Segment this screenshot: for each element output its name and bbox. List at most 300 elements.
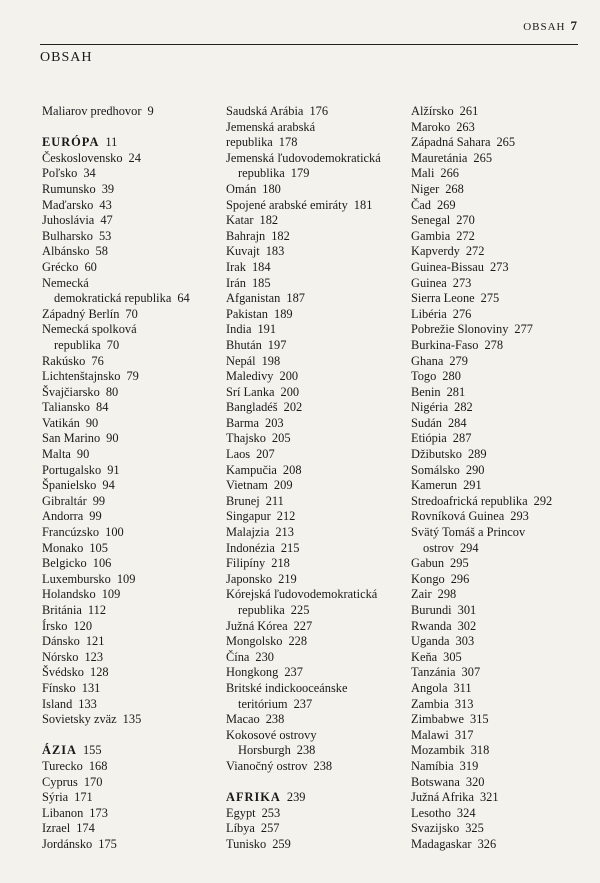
toc-entry-title: Benin — [411, 384, 441, 399]
toc-entry-page: 265 — [496, 135, 516, 150]
toc-entry-page: 175 — [98, 836, 117, 851]
toc-entry-page: 184 — [251, 259, 271, 274]
toc-entry-title: Filipíny — [226, 556, 266, 571]
toc-entry[interactable] — [226, 354, 418, 370]
toc-entry-page: 282 — [454, 400, 473, 415]
toc-entry[interactable] — [411, 525, 591, 556]
toc-entry[interactable] — [411, 416, 591, 432]
toc-entry[interactable] — [411, 697, 591, 713]
toc-entry-title: Vianočný ostrov — [226, 758, 308, 773]
toc-entry-title: Belgicko — [42, 556, 87, 571]
toc-entry-title: Portugalsko — [42, 462, 102, 477]
toc-entry-page: 203 — [265, 415, 284, 430]
toc-entry-title: Čad — [411, 197, 431, 212]
toc-entry-title: Madagaskar — [411, 836, 472, 851]
toc-entry[interactable] — [411, 821, 591, 837]
toc-entry-title: Burkina-Faso — [411, 337, 479, 352]
toc-entry-title: Tanzánia — [411, 665, 456, 680]
toc-entry-page: 225 — [290, 603, 310, 617]
toc-section-heading[interactable] — [42, 135, 222, 151]
toc-entry-title: Grécko — [42, 259, 79, 274]
toc-entry-page: 320 — [465, 774, 485, 789]
toc-column-3 — [411, 104, 591, 853]
toc-entry-page: 170 — [83, 774, 103, 789]
toc-entry[interactable] — [42, 790, 222, 806]
toc-entry-page: 131 — [81, 680, 101, 695]
toc-entry-title: Keňa — [411, 649, 438, 664]
toc-entry-page: 269 — [436, 197, 456, 212]
toc-entry-page: 253 — [261, 805, 281, 820]
toc-entry[interactable] — [226, 759, 418, 775]
toc-entry[interactable] — [42, 478, 222, 494]
toc-entry-page: 60 — [84, 259, 97, 274]
toc-entry[interactable] — [226, 587, 418, 618]
toc-entry-title: Malta — [42, 447, 71, 462]
toc-entry[interactable] — [42, 634, 222, 650]
toc-entry[interactable] — [226, 665, 418, 681]
toc-entry-continuation: republika 225 — [238, 603, 310, 617]
toc-entry-title: Stredoafrická republika — [411, 493, 528, 508]
running-head — [523, 18, 578, 34]
toc-entry[interactable] — [226, 151, 418, 182]
toc-entry-page: 325 — [465, 821, 484, 836]
toc-entry[interactable] — [411, 712, 591, 728]
toc-entry-title: Sudán — [411, 415, 442, 430]
toc-entry-title: Barma — [226, 415, 260, 430]
toc-entry-title: Britské indickooceánske — [226, 680, 348, 695]
toc-entry[interactable] — [42, 104, 222, 120]
toc-entry[interactable] — [411, 650, 591, 666]
toc-entry-title: Gibraltár — [42, 493, 87, 508]
toc-entry-title: Gambia — [411, 228, 451, 243]
toc-entry-title: Niger — [411, 181, 440, 196]
toc-entry-title: EURÓPA — [42, 135, 100, 150]
toc-entry-page: 211 — [265, 493, 284, 508]
toc-entry[interactable] — [42, 665, 222, 681]
toc-entry-page: 135 — [122, 712, 142, 727]
toc-entry-title: Laos — [226, 447, 251, 462]
toc-entry-page: 272 — [465, 244, 485, 259]
toc-entry-title: Afganistan — [226, 291, 281, 306]
toc-entry-page: 185 — [251, 275, 271, 290]
toc-entry[interactable] — [42, 182, 222, 198]
toc-entry[interactable] — [42, 572, 222, 588]
toc-entry-title: Kórejská ľudovodemokratická — [226, 587, 378, 602]
toc-entry[interactable] — [411, 447, 591, 463]
toc-section-heading[interactable] — [226, 790, 418, 806]
toc-entry-title: Západný Berlín — [42, 306, 120, 321]
toc-entry-title: Pobrežie Slonoviny — [411, 322, 509, 337]
toc-entry[interactable] — [411, 790, 591, 806]
toc-entry[interactable] — [411, 509, 591, 525]
toc-entry[interactable] — [411, 759, 591, 775]
toc-entry-page: 155 — [82, 743, 102, 758]
toc-entry-title: Kamerun — [411, 478, 458, 493]
toc-entry-title: Andorra — [42, 509, 84, 524]
toc-entry[interactable] — [411, 743, 591, 759]
toc-entry[interactable] — [411, 260, 591, 276]
toc-entry-page: 239 — [286, 790, 306, 805]
toc-entry-title: Izrael — [42, 821, 71, 836]
toc-entry[interactable] — [226, 509, 418, 525]
toc-entry[interactable] — [226, 712, 418, 728]
toc-entry[interactable] — [42, 354, 222, 370]
toc-entry-page: 227 — [293, 618, 313, 633]
toc-entry[interactable] — [42, 385, 222, 401]
toc-entry[interactable] — [411, 478, 591, 494]
toc-entry[interactable] — [226, 307, 418, 323]
toc-entry[interactable] — [226, 806, 418, 822]
toc-entry-page: 198 — [261, 353, 281, 368]
toc-entry[interactable] — [226, 681, 418, 712]
toc-entry-title: Zimbabwe — [411, 712, 464, 727]
toc-entry-page: 281 — [446, 384, 466, 399]
toc-entry-title: Lesotho — [411, 805, 451, 820]
toc-entry-title: Somálsko — [411, 462, 460, 477]
toc-entry-title: Poľsko — [42, 166, 78, 181]
toc-entry-page: 277 — [514, 322, 533, 337]
toc-entry-title: Mongolsko — [226, 634, 283, 649]
toc-entry-page: 284 — [447, 415, 467, 430]
toc-entry[interactable] — [411, 276, 591, 292]
toc-entry[interactable] — [411, 775, 591, 791]
toc-entry-page: 209 — [273, 478, 293, 493]
toc-entry[interactable] — [226, 276, 418, 292]
toc-entry-page: 173 — [89, 805, 108, 820]
toc-entry[interactable] — [411, 572, 591, 588]
toc-entry[interactable] — [42, 369, 222, 385]
toc-entry[interactable] — [226, 229, 418, 245]
toc-entry-title: Omán — [226, 181, 257, 196]
toc-entry-page: 326 — [477, 836, 497, 851]
toc-entry[interactable] — [226, 634, 418, 650]
toc-entry[interactable] — [42, 587, 222, 603]
toc-entry-title: Libéria — [411, 306, 447, 321]
toc-entry[interactable] — [42, 821, 222, 837]
toc-entry[interactable] — [42, 322, 222, 353]
toc-entry[interactable] — [411, 634, 591, 650]
toc-entry-title: Vatikán — [42, 415, 80, 430]
toc-entry[interactable] — [411, 728, 591, 744]
toc-entry-page: 215 — [280, 540, 300, 555]
toc-entry[interactable] — [42, 806, 222, 822]
toc-entry-title: Vietnam — [226, 478, 268, 493]
toc-entry-title: Burundi — [411, 603, 452, 617]
toc-entry-title: Zambia — [411, 696, 449, 711]
toc-entry-title: Kongo — [411, 571, 445, 586]
page-number: 7 — [570, 18, 578, 33]
toc-entry[interactable] — [226, 135, 418, 151]
toc-entry-title: Hongkong — [226, 665, 279, 680]
toc-entry-title: Francúzsko — [42, 525, 100, 540]
toc-entry[interactable] — [42, 166, 222, 182]
toc-entry[interactable] — [411, 369, 591, 385]
toc-entry-page: 187 — [286, 291, 305, 306]
toc-entry[interactable] — [226, 213, 418, 229]
toc-entry-title: Sýria — [42, 790, 69, 805]
toc-entry-page: 292 — [533, 493, 553, 508]
toc-entry[interactable] — [226, 244, 418, 260]
toc-entry[interactable] — [411, 806, 591, 822]
toc-entry-page: 289 — [467, 447, 487, 462]
toc-entry-title: Svazijsko — [411, 821, 460, 836]
toc-column-2 — [226, 104, 418, 853]
toc-entry-continuation: Horsburgh 238 — [238, 743, 316, 758]
toc-entry[interactable] — [226, 416, 418, 432]
toc-entry-page: 200 — [280, 384, 300, 399]
toc-entry[interactable] — [42, 775, 222, 791]
toc-entry[interactable] — [411, 213, 591, 229]
toc-entry-page: 80 — [105, 384, 119, 399]
toc-entry[interactable] — [411, 166, 591, 182]
toc-entry-title: Kokosové ostrovy — [226, 727, 317, 742]
toc-entry-title: Rumunsko — [42, 181, 96, 196]
toc-entry-title: Guinea-Bissau — [411, 259, 484, 274]
toc-entry[interactable] — [411, 665, 591, 681]
toc-entry[interactable] — [226, 619, 418, 635]
toc-entry-page: 120 — [73, 618, 93, 633]
toc-entry[interactable] — [411, 431, 591, 447]
running-head-label: OBSAH — [523, 21, 566, 33]
toc-entry-title: Rovníková Guinea — [411, 509, 505, 524]
toc-entry-page: 238 — [313, 758, 333, 773]
toc-entry-title: Malawi — [411, 727, 449, 742]
toc-entry-page: 121 — [85, 634, 105, 649]
toc-entry-title: Bhután — [226, 337, 262, 352]
toc-entry-title: Južná Kórea — [226, 618, 288, 633]
toc-entry-title: Libanon — [42, 805, 84, 820]
toc-entry[interactable] — [42, 541, 222, 557]
toc-entry-title: Togo — [411, 369, 437, 384]
toc-entry[interactable] — [226, 728, 418, 759]
toc-entry-page: 228 — [288, 634, 308, 649]
toc-entry[interactable] — [42, 759, 222, 775]
toc-entry-title: Ghana — [411, 353, 444, 368]
toc-entry-page: 94 — [102, 478, 115, 493]
toc-entry[interactable] — [42, 603, 222, 619]
toc-entry[interactable] — [42, 198, 222, 214]
toc-entry[interactable] — [226, 525, 418, 541]
toc-entry-page: 219 — [278, 571, 297, 586]
toc-entry[interactable] — [411, 244, 591, 260]
toc-entry[interactable] — [42, 213, 222, 229]
toc-entry[interactable] — [42, 431, 222, 447]
toc-entry-page: 182 — [271, 228, 290, 243]
toc-entry[interactable] — [226, 650, 418, 666]
toc-entry-title: Sierra Leone — [411, 291, 475, 306]
toc-entry-title: Saudská Arábia — [226, 104, 304, 118]
toc-entry[interactable] — [411, 120, 591, 136]
toc-entry[interactable] — [411, 182, 591, 198]
toc-entry[interactable] — [42, 837, 222, 853]
toc-entry-page: 280 — [442, 369, 461, 384]
toc-entry-title: Bulharsko — [42, 228, 93, 243]
toc-entry[interactable] — [42, 260, 222, 276]
toc-entry-title: AFRIKA — [226, 790, 281, 805]
toc-entry-title: Albánsko — [42, 244, 90, 259]
toc-entry[interactable] — [42, 681, 222, 697]
toc-entry[interactable] — [411, 587, 591, 603]
toc-entry[interactable] — [411, 400, 591, 416]
toc-entry[interactable] — [42, 229, 222, 245]
toc-entry-title: Senegal — [411, 213, 451, 228]
toc-entry[interactable] — [411, 354, 591, 370]
toc-entry-page: 273 — [489, 259, 509, 274]
toc-entry[interactable] — [42, 525, 222, 541]
toc-entry[interactable] — [226, 556, 418, 572]
toc-entry-page: 191 — [257, 322, 277, 337]
toc-entry[interactable] — [42, 556, 222, 572]
toc-entry[interactable] — [226, 322, 418, 338]
toc-entry[interactable] — [42, 447, 222, 463]
toc-entry[interactable] — [42, 697, 222, 713]
toc-entry-title: Švédsko — [42, 665, 84, 680]
toc-entry-page: 290 — [465, 462, 485, 477]
toc-entry-title: Fínsko — [42, 680, 76, 695]
toc-entry-continuation: teritórium 237 — [238, 696, 313, 711]
toc-entry[interactable] — [42, 619, 222, 635]
toc-entry-title: Mali — [411, 166, 435, 181]
toc-entry-page: 305 — [443, 649, 462, 664]
toc-entry[interactable] — [226, 291, 418, 307]
toc-entry[interactable] — [42, 494, 222, 510]
toc-entry[interactable] — [42, 712, 222, 728]
toc-entry-title: Maledivy — [226, 369, 274, 384]
toc-entry[interactable] — [226, 431, 418, 447]
toc-entry-page: 237 — [284, 665, 303, 680]
toc-entry[interactable] — [411, 198, 591, 214]
toc-entry[interactable] — [226, 400, 418, 416]
toc-entry[interactable] — [42, 307, 222, 323]
toc-entry[interactable] — [411, 338, 591, 354]
toc-entry[interactable] — [226, 837, 418, 853]
toc-entry-page: 90 — [76, 447, 90, 462]
section-gap — [42, 120, 222, 136]
toc-entry[interactable] — [226, 260, 418, 276]
toc-entry-title: Maroko — [411, 119, 451, 134]
toc-entry-page: 317 — [454, 727, 474, 742]
toc-entry-page: 257 — [260, 821, 280, 836]
toc-entry[interactable] — [411, 681, 591, 697]
toc-entry-title: Nórsko — [42, 649, 79, 664]
toc-entry[interactable] — [411, 307, 591, 323]
toc-entry-title: Turecko — [42, 758, 83, 773]
section-gap — [42, 728, 222, 744]
toc-entry[interactable] — [226, 478, 418, 494]
toc-entry[interactable] — [411, 556, 591, 572]
toc-entry[interactable] — [226, 541, 418, 557]
toc-entry-title: Zair — [411, 587, 432, 602]
toc-entry-page: 99 — [89, 509, 102, 524]
toc-entry[interactable] — [411, 151, 591, 167]
toc-entry[interactable] — [226, 120, 418, 136]
toc-entry-title: Nepál — [226, 353, 256, 368]
toc-entry-page: 298 — [437, 587, 457, 602]
toc-entry-page: 180 — [262, 181, 281, 196]
toc-entry-page: 200 — [279, 369, 299, 384]
toc-entry[interactable] — [411, 229, 591, 245]
toc-entry[interactable] — [42, 244, 222, 260]
toc-entry[interactable] — [226, 385, 418, 401]
toc-entry-page: 261 — [459, 104, 479, 118]
toc-entry-title: Jordánsko — [42, 836, 93, 851]
toc-entry-page: 319 — [459, 758, 479, 773]
toc-entry-page: 91 — [107, 462, 120, 477]
toc-entry[interactable] — [226, 338, 418, 354]
toc-entry[interactable] — [42, 416, 222, 432]
toc-entry-page: 318 — [470, 743, 490, 758]
toc-entry-title: Singapur — [226, 509, 271, 524]
toc-entry-page: 321 — [479, 790, 499, 805]
toc-entry[interactable] — [411, 463, 591, 479]
toc-entry-page: 218 — [271, 556, 290, 571]
toc-entry-title: Monako — [42, 540, 84, 555]
toc-entry-title: Etiópia — [411, 431, 447, 446]
toc-entry[interactable] — [411, 837, 591, 853]
toc-entry[interactable] — [226, 369, 418, 385]
toc-entry[interactable] — [226, 463, 418, 479]
toc-entry[interactable] — [411, 104, 591, 120]
toc-entry[interactable] — [226, 821, 418, 837]
toc-entry[interactable] — [411, 619, 591, 635]
toc-entry[interactable] — [226, 572, 418, 588]
toc-entry[interactable] — [226, 182, 418, 198]
toc-entry-title: Cyprus — [42, 774, 78, 789]
toc-entry-title: Irán — [226, 275, 246, 290]
toc-entry[interactable] — [42, 276, 222, 307]
toc-entry-continuation: republika 179 — [238, 166, 310, 181]
toc-entry-page: 265 — [473, 150, 493, 165]
toc-entry[interactable] — [411, 385, 591, 401]
toc-entry-title: Bangladéš — [226, 400, 278, 415]
toc-entry-title: Maliarov predhovor — [42, 104, 142, 118]
toc-entry[interactable] — [226, 104, 418, 120]
toc-entry[interactable] — [411, 291, 591, 307]
toc-entry[interactable] — [411, 322, 591, 338]
toc-entry-title: Guinea — [411, 275, 447, 290]
toc-entry[interactable] — [226, 447, 418, 463]
toc-entry-title: Južná Afrika — [411, 790, 474, 805]
toc-entry[interactable] — [411, 494, 591, 510]
toc-entry-page: 272 — [456, 228, 475, 243]
toc-entry-page: 90 — [106, 431, 119, 446]
toc-section-heading[interactable] — [42, 743, 222, 759]
toc-entry-title: Botswana — [411, 774, 460, 789]
toc-entry-title: Západná Sahara — [411, 135, 491, 150]
toc-entry-page: 311 — [453, 680, 472, 695]
toc-entry[interactable] — [42, 509, 222, 525]
toc-entry-page: 43 — [99, 197, 112, 212]
toc-entry-title: Pakistan — [226, 306, 268, 321]
toc-entry[interactable] — [42, 400, 222, 416]
toc-entry-title: Katar — [226, 213, 254, 228]
toc-entry[interactable] — [42, 463, 222, 479]
toc-entry-page: 11 — [105, 135, 118, 150]
toc-entry[interactable] — [226, 494, 418, 510]
toc-entry-page: 109 — [116, 571, 136, 586]
toc-entry-page: 303 — [455, 634, 475, 649]
toc-entry-title: Egypt — [226, 805, 256, 820]
toc-entry-page: 313 — [454, 696, 474, 711]
toc-entry-title: Británia — [42, 603, 82, 617]
toc-entry[interactable] — [411, 135, 591, 151]
toc-entry[interactable] — [411, 603, 591, 619]
toc-entry[interactable] — [226, 198, 418, 214]
toc-entry-page: 106 — [92, 556, 112, 571]
toc-entry[interactable] — [42, 650, 222, 666]
toc-entry-title: Juhoslávia — [42, 213, 95, 228]
toc-entry[interactable] — [42, 151, 222, 167]
